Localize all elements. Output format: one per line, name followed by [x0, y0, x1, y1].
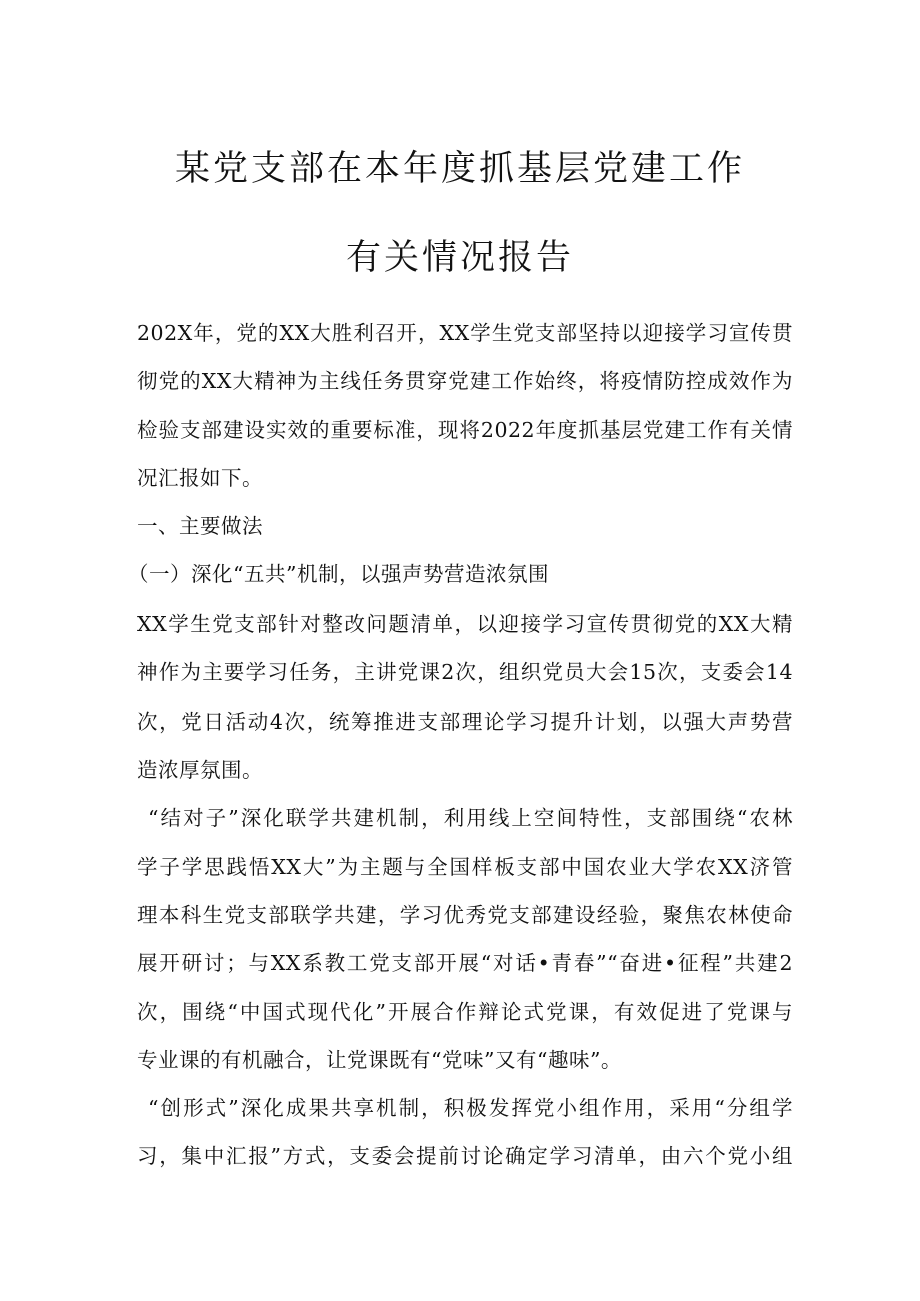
paragraph-line: “创形式”深化成果共享机制，积极发挥党小组作用，采用“分组学	[148, 1096, 793, 1120]
paragraph-line: 展开研讨；与XX系教工党支部开展“对话•青春”“奋进•征程”共建2	[137, 951, 793, 975]
paragraph-line: XX学生党支部针对整改问题清单，以迎接学习宣传贯彻党的XX大精	[137, 612, 793, 636]
paragraph-line: 习，集中汇报”方式，支委会提前讨论确定学习清单，由六个党小组	[137, 1144, 793, 1168]
document-title-line-2: 有关情况报告	[345, 238, 574, 278]
paragraph-line: “结对子”深化联学共建机制，利用线上空间特性，支部围绕“农林	[148, 806, 793, 830]
paragraph-line: 次，党日活动4次，统筹推进支部理论学习提升计划，以强大声势营	[137, 710, 793, 734]
paragraph-line: 次，围绕“中国式现代化”开展合作辩论式党课，有效促进了党课与	[137, 1000, 793, 1024]
paragraph-line: 彻党的XX大精神为主线任务贯穿党建工作始终，将疫情防控成效作为	[137, 369, 793, 393]
paragraph-line: 神作为主要学习任务，主讲党课2次，组织党员大会15次，支委会14	[137, 660, 793, 684]
paragraph-line: 检验支部建设实效的重要标准，现将2022年度抓基层党建工作有关情	[137, 418, 793, 442]
paragraph-line: 学子学思践悟XX大”为主题与全国样板支部中国农业大学农XX济管	[137, 855, 793, 879]
paragraph-line: 况汇报如下。	[137, 466, 263, 490]
paragraph-line: 理本科生党支部联学共建，学习优秀党支部建设经验，聚焦农林使命	[137, 903, 793, 927]
paragraph-line: 造浓厚氛围。	[137, 758, 263, 782]
subsection-heading: （一）深化“五共”机制，以强声势营造浓氛围	[128, 562, 549, 586]
paragraph-line: 专业课的有机融合，让党课既有“党味”又有“趣味”。	[137, 1048, 622, 1072]
section-heading: 一、主要做法	[137, 514, 263, 538]
paragraph-line: 202X年，党的XX大胜利召开，XX学生党支部坚持以迎接学习宣传贯	[137, 321, 793, 345]
document-title-line-1: 某党支部在本年度抓基层党建工作	[174, 149, 745, 189]
